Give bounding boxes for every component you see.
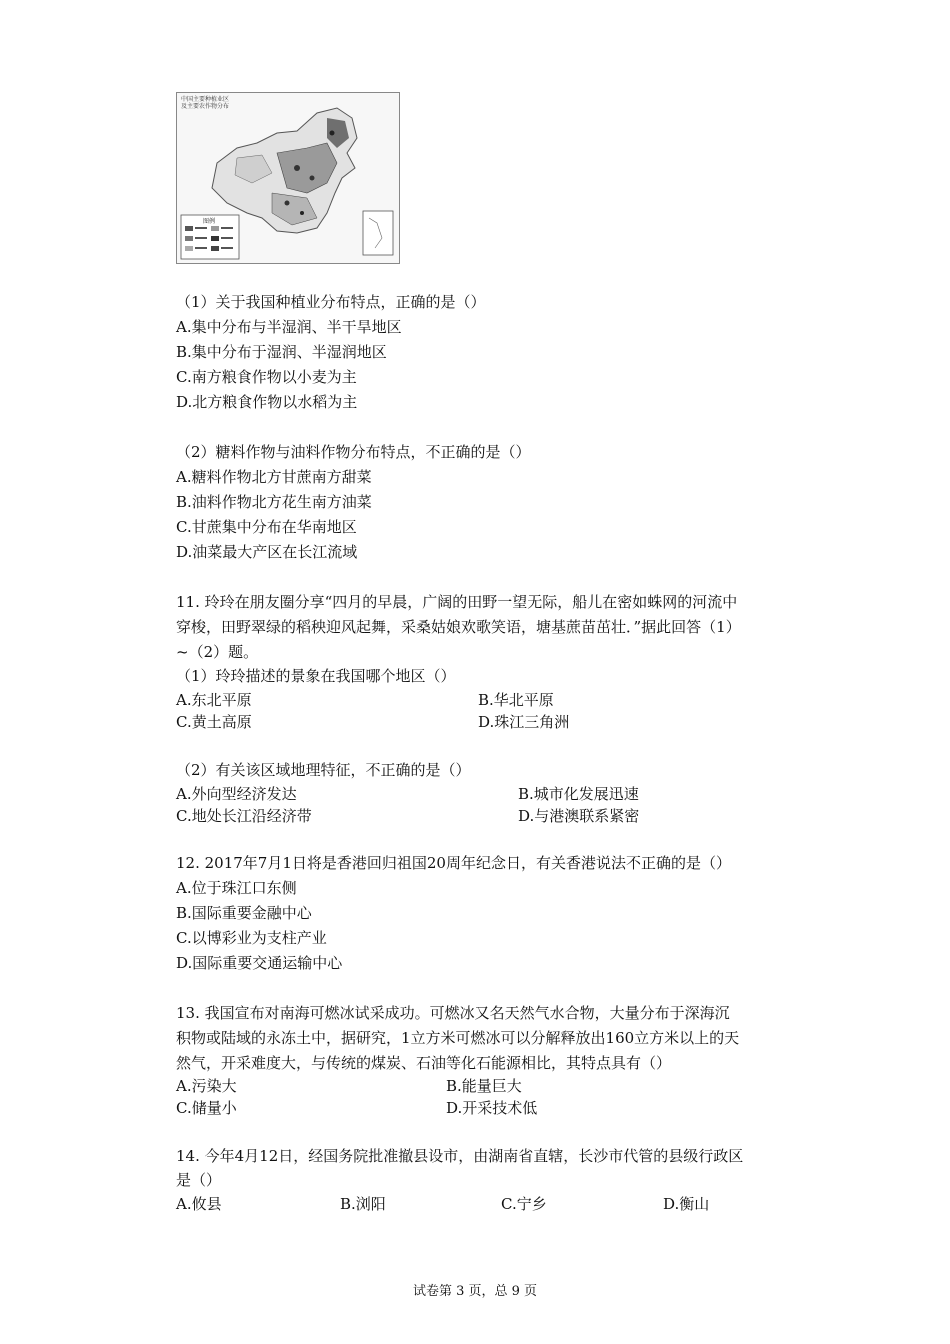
q11-sub2-option-c: C.地处长江沿经济带 <box>176 807 312 825</box>
q10-sub1-option-a: A.集中分布与半湿润、半干旱地区 <box>176 318 402 336</box>
q13-option-a: A.污染大 <box>176 1077 237 1095</box>
q12-stem: 12. 2017年7月1日将是香港回归祖国20周年纪念日，有关香港说法不正确的是（） <box>176 854 731 872</box>
q14-option-b: B.浏阳 <box>340 1195 386 1213</box>
q14-option-d: D.衡山 <box>663 1195 710 1213</box>
q10-sub2-option-c: C.甘蔗集中分布在华南地区 <box>176 518 357 536</box>
page-footer: 试卷第 3 页，总 9 页 <box>412 1284 538 1299</box>
q11-sub1-option-d: D.珠江三角洲 <box>478 713 570 731</box>
q11-sub2-option-d: D.与港澳联系紧密 <box>518 807 640 825</box>
q14-option-c: C.宁乡 <box>501 1195 547 1213</box>
q13-option-b: B.能量巨大 <box>446 1077 522 1095</box>
q13-option-c: C.储量小 <box>176 1099 237 1117</box>
q14-stem-line-2: 是（） <box>176 1171 222 1189</box>
crop-distribution-map <box>176 92 400 264</box>
q11-sub1-stem: （1）玲玲描述的景象在我国哪个地区（） <box>176 667 456 685</box>
q11-sub2-option-b: B.城市化发展迅速 <box>518 785 639 803</box>
q10-sub1-option-d: D.北方粮食作物以水稻为主 <box>176 393 358 411</box>
q11-stem-line-1: 11. 玲玲在朋友圈分享“四月的早晨，广阔的田野一望无际，船儿在密如蛛网的河流中 <box>176 593 738 611</box>
map-title: 中国主要种植业区 及主要农作物分布 <box>181 96 230 110</box>
q11-sub2-stem: （2）有关该区域地理特征，不正确的是（） <box>176 761 471 779</box>
q12-option-b: B.国际重要金融中心 <box>176 904 312 922</box>
q10-sub1-option-c: C.南方粮食作物以小麦为主 <box>176 368 357 386</box>
q10-sub2-option-b: B.油料作物北方花生南方油菜 <box>176 493 372 511</box>
q13-stem-line-2: 积物或陆域的永冻土中，据研究，1立方米可燃冰可以分解释放出160立方米以上的天 <box>176 1029 740 1047</box>
q12-option-c: C.以博彩业为支柱产业 <box>176 929 327 947</box>
q14-stem-line-1: 14. 今年4月12日，经国务院批准撤县设市，由湖南省直辖，长沙市代管的县级行政区 <box>176 1147 744 1165</box>
q11-stem-line-3: ~（2）题。 <box>176 643 259 661</box>
map-legend-title: 图例 <box>203 218 216 225</box>
q11-sub1-option-b: B.华北平原 <box>478 691 554 709</box>
q10-sub1-option-b: B.集中分布于湿润、半湿润地区 <box>176 343 387 361</box>
q12-option-a: A.位于珠江口东侧 <box>176 879 297 897</box>
china-map-image <box>177 93 399 263</box>
q13-option-d: D.开采技术低 <box>446 1099 538 1117</box>
q11-sub2-option-a: A.外向型经济发达 <box>176 785 297 803</box>
q11-stem-line-2: 穿梭，田野翠绿的稻秧迎风起舞，采桑姑娘欢歌笑语，塘基蔗苗茁壮．”据此回答（1） <box>176 618 741 636</box>
q10-sub2-option-a: A.糖料作物北方甘蔗南方甜菜 <box>176 468 372 486</box>
q11-sub1-option-c: C.黄土高原 <box>176 713 252 731</box>
q11-sub1-option-a: A.东北平原 <box>176 691 252 709</box>
q12-option-d: D.国际重要交通运输中心 <box>176 954 343 972</box>
q10-sub2-stem: （2）糖料作物与油料作物分布特点，不正确的是（） <box>176 443 531 461</box>
q13-stem-line-1: 13. 我国宣布对南海可燃冰试采成功。可燃冰又名天然气水合物，大量分布于深海沉 <box>176 1004 730 1022</box>
q14-option-a: A.攸县 <box>176 1195 222 1213</box>
q10-sub2-option-d: D.油菜最大产区在长江流域 <box>176 543 358 561</box>
q13-stem-line-3: 然气，开采难度大，与传统的煤炭、石油等化石能源相比，其特点具有（） <box>176 1054 672 1072</box>
q10-sub1-stem: （1）关于我国种植业分布特点，正确的是（） <box>176 293 486 311</box>
